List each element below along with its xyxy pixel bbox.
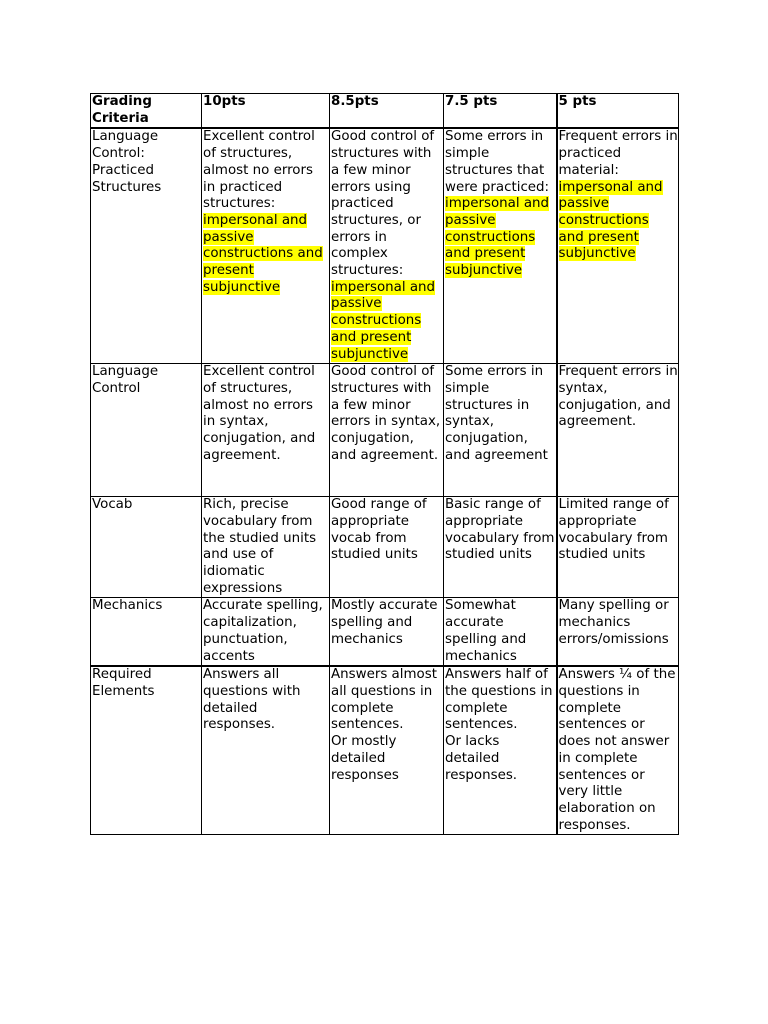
row-required-elements bbox=[91, 666, 679, 835]
highlighted-structures: impersonal and passive constructions and present subjunctive bbox=[331, 279, 436, 362]
highlighted-structures: impersonal and passive constructions and present subjunctive bbox=[558, 179, 663, 262]
descriptor-cell-7-5pts: Some errors in simple structures in syntax, conjugation, and agreement bbox=[444, 364, 557, 497]
descriptor-text: Good control of structures with a few minor errors using practiced structures, or errors in complex structures: bbox=[331, 129, 435, 279]
descriptor-cell-10pts: Accurate spelling, capitalization, punctuation, accents bbox=[202, 598, 330, 666]
descriptor-cell-7-5pts: Somewhat accurate spelling and mechanics bbox=[444, 598, 557, 666]
criterion-cell: Required Elements bbox=[91, 666, 202, 835]
criterion-cell: Language Control: Practiced Structures bbox=[91, 128, 202, 363]
descriptor-cell-8-5pts: Good control of structures with a few minor errors in syntax, conjugation, and agreement. bbox=[330, 364, 444, 497]
header-7-5pts: 7.5 pts bbox=[444, 94, 557, 129]
descriptor-cell-5pts: Many spelling or mechanics errors/omissions bbox=[557, 598, 679, 666]
descriptor-cell-8-5pts bbox=[330, 666, 444, 835]
criterion-cell: Vocab bbox=[91, 497, 202, 598]
header-5pts: 5 pts bbox=[557, 94, 679, 129]
descriptor-text: Excellent control of structures, almost no errors in practiced structures: bbox=[203, 129, 315, 212]
descriptor-cell-7-5pts: Basic range of appropriate vocabulary from studied units bbox=[444, 497, 557, 598]
descriptor-cell-10pts: Rich, precise vocabulary from the studied units and use of idiomatic expressions bbox=[202, 497, 330, 598]
row-mechanics bbox=[91, 598, 679, 666]
header-grading-criteria: Grading Criteria bbox=[91, 94, 202, 129]
descriptor-cell-10pts: Answers all questions with detailed responses. bbox=[202, 666, 330, 835]
descriptor-cell-8-5pts: Good range of appropriate vocab from studied units bbox=[330, 497, 444, 598]
descriptor-text-alt: Or lacks detailed responses. bbox=[445, 734, 518, 783]
criterion-cell: Mechanics bbox=[91, 598, 202, 666]
row-language-control-practiced bbox=[91, 128, 679, 363]
descriptor-cell-7-5pts bbox=[444, 128, 557, 363]
descriptor-text-alt: Or mostly detailed responses bbox=[331, 734, 399, 783]
descriptor-cell-7-5pts bbox=[444, 666, 557, 835]
criterion-cell: Language Control bbox=[91, 364, 202, 497]
highlighted-structures: impersonal and passive constructions and present subjunctive bbox=[203, 212, 323, 295]
descriptor-cell-5pts bbox=[557, 128, 679, 363]
row-vocab bbox=[91, 497, 679, 598]
descriptor-cell-8-5pts: Mostly accurate spelling and mechanics bbox=[330, 598, 444, 666]
header-8-5pts: 8.5pts bbox=[330, 94, 444, 129]
grading-rubric-table bbox=[90, 93, 679, 835]
descriptor-cell-5pts: Limited range of appropriate vocabulary from studied units bbox=[557, 497, 679, 598]
highlighted-structures: impersonal and passive constructions and present subjunctive bbox=[445, 196, 550, 279]
descriptor-text: Answers half of the questions in complete sentences. bbox=[445, 667, 553, 733]
descriptor-text: Frequent errors in practiced material: bbox=[558, 129, 678, 178]
descriptor-cell-5pts: Answers ¼ of the questions in complete sentences or does not answer in complete sentences or very little elaboration on responses. bbox=[557, 666, 679, 835]
descriptor-cell-5pts: Frequent errors in syntax, conjugation, and agreement. bbox=[557, 364, 679, 497]
descriptor-cell-10pts bbox=[202, 128, 330, 363]
descriptor-text: Answers almost all questions in complete sentences. bbox=[331, 667, 437, 733]
header-row bbox=[91, 94, 679, 129]
descriptor-cell-10pts: Excellent control of structures, almost no errors in syntax, conjugation, and agreement. bbox=[202, 364, 330, 497]
header-10pts: 10pts bbox=[202, 94, 330, 129]
row-language-control bbox=[91, 364, 679, 497]
descriptor-text: Some errors in simple structures that were practiced: bbox=[445, 129, 550, 195]
descriptor-cell-8-5pts bbox=[330, 128, 444, 363]
